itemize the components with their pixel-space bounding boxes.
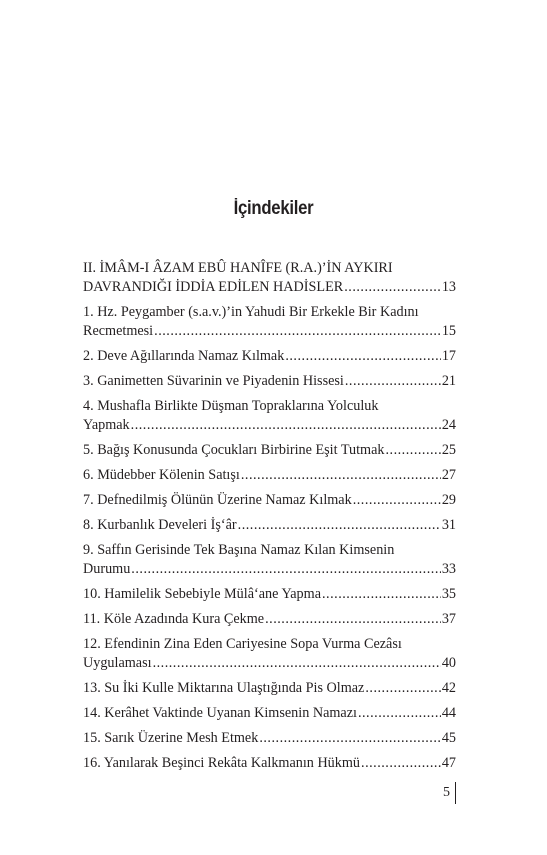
- toc-entry-line: [83, 704, 456, 723]
- toc-entry-page-number: 29: [441, 492, 456, 508]
- dot-leader: [265, 610, 441, 629]
- page-title: İçindekiler: [233, 198, 314, 219]
- page-number-divider: [455, 782, 456, 804]
- dot-leader: [385, 441, 440, 460]
- toc-entry-page-number: 13: [441, 279, 456, 295]
- toc-entry: [83, 397, 456, 435]
- dot-leader: [344, 278, 441, 297]
- toc-entry-page-number: 40: [441, 655, 456, 671]
- toc-entry-title: 13. Su İki Kulle Miktarına Ulaştığında Pis Olmaz: [83, 680, 365, 696]
- toc-entry-page-number: 35: [441, 586, 456, 602]
- dot-leader: [241, 466, 441, 485]
- dot-leader: [353, 491, 441, 510]
- toc-entry-title: 5. Bağış Konusunda Çocukları Birbirine Eşit Tutmak: [83, 442, 385, 458]
- dot-leader: [131, 560, 441, 579]
- toc-entry-page-number: 17: [441, 348, 456, 364]
- toc-entry-line: [83, 541, 456, 560]
- toc-entry-line: [83, 585, 456, 604]
- toc-entry-page-number: 47: [441, 755, 456, 771]
- dot-leader: [153, 654, 441, 673]
- toc-entry-line: [83, 259, 456, 278]
- dot-leader: [365, 679, 440, 698]
- toc-entry-title: Yapmak: [83, 417, 130, 433]
- toc-entry-page-number: 31: [441, 517, 456, 533]
- toc-entry-line: [83, 372, 456, 391]
- toc-entry-line: [83, 729, 456, 748]
- toc-entry-line: [83, 610, 456, 629]
- toc-entry-title: 1. Hz. Peygamber (s.a.v.)’in Yahudi Bir Erkekle Bir Kadını: [83, 304, 419, 320]
- toc-entry: [83, 541, 456, 579]
- toc-entry-title: 16. Yanılarak Beşinci Rekâta Kalkmanın Hükmü: [83, 755, 361, 771]
- toc-entry-line: [83, 516, 456, 535]
- toc-entry: [83, 754, 456, 773]
- dot-leader: [154, 322, 441, 341]
- toc-entry: [83, 491, 456, 510]
- toc-entry-line: [83, 303, 456, 322]
- toc-entry: [83, 516, 456, 535]
- toc-entry: [83, 466, 456, 485]
- dot-leader: [285, 347, 440, 366]
- page-number: 5: [443, 785, 450, 800]
- toc-entry: [83, 679, 456, 698]
- toc-entry: [83, 635, 456, 673]
- toc-entry-title: Recmetmesi: [83, 323, 154, 339]
- toc-entry-line: [83, 491, 456, 510]
- toc-entry-title: 14. Kerâhet Vaktinde Uyanan Kimsenin Namazı: [83, 705, 357, 721]
- toc-entry: [83, 610, 456, 629]
- toc-entry: [83, 372, 456, 391]
- dot-leader: [345, 372, 441, 391]
- toc-entry-page-number: 44: [441, 705, 456, 721]
- toc-entry-title: Durumu: [83, 561, 131, 577]
- toc-entry-page-number: 37: [441, 611, 456, 627]
- toc-entry-page-number: 45: [441, 730, 456, 746]
- dot-leader: [322, 585, 441, 604]
- toc-entry-title: 11. Köle Azadında Kura Çekme: [83, 611, 265, 627]
- toc-entry-page-number: 33: [441, 561, 456, 577]
- toc-entry-title: 3. Ganimetten Süvarinin ve Piyadenin Hissesi: [83, 373, 344, 389]
- toc-entry: [83, 303, 456, 341]
- toc-entry: [83, 585, 456, 604]
- toc-entry-title: 4. Mushafla Birlikte Düşman Topraklarına Yolculuk: [83, 398, 379, 414]
- dot-leader: [361, 754, 441, 773]
- toc-entry-page-number: 27: [441, 467, 456, 483]
- toc-entry-title: 2. Deve Ağıllarında Namaz Kılmak: [83, 348, 285, 364]
- toc-entry-title: 6. Müdebber Kölenin Satışı: [83, 467, 240, 483]
- toc-entry: [83, 441, 456, 460]
- toc-entry-title: 9. Saffın Gerisinde Tek Başına Namaz Kılan Kimsenin: [83, 542, 395, 558]
- toc-entry-line: [83, 654, 456, 673]
- toc-entry-line: [83, 278, 456, 297]
- toc-entry-line: [83, 560, 456, 579]
- toc-entry-title: DAVRANDIĞI İDDİA EDİLEN HADİSLER: [83, 279, 344, 295]
- toc-entry-line: [83, 466, 456, 485]
- dot-leader: [238, 516, 441, 535]
- toc-entry-title: II. İMÂM-I ÂZAM EBÛ HANÎFE (R.A.)’İN AYKIRI: [83, 260, 393, 276]
- toc-entry-title: 7. Defnedilmiş Ölünün Üzerine Namaz Kılmak: [83, 492, 352, 508]
- dot-leader: [358, 704, 441, 723]
- toc-entry-line: [83, 679, 456, 698]
- toc-entry-page-number: 25: [441, 442, 456, 458]
- toc-entry-page-number: 42: [441, 680, 456, 696]
- toc-entry-line: [83, 754, 456, 773]
- toc-entry-page-number: 24: [441, 417, 456, 433]
- toc-entry-line: [83, 441, 456, 460]
- dot-leader: [131, 416, 441, 435]
- toc-entry-line: [83, 397, 456, 416]
- toc-entry-title: 10. Hamilelik Sebebiyle Mülâ‘ane Yapma: [83, 586, 321, 602]
- toc-entry-title: Uygulaması: [83, 655, 152, 671]
- toc-entry: [83, 347, 456, 366]
- toc-entry-title: 8. Kurbanlık Develeri İş‘âr: [83, 517, 237, 533]
- toc-entry-page-number: 15: [441, 323, 456, 339]
- toc-entry: [83, 704, 456, 723]
- toc-entry-line: [83, 635, 456, 654]
- toc-entry-line: [83, 347, 456, 366]
- toc-entry: [83, 259, 456, 297]
- toc-entry-page-number: 21: [441, 373, 456, 389]
- toc-entry-line: [83, 322, 456, 341]
- dot-leader: [259, 729, 440, 748]
- toc-entry: [83, 729, 456, 748]
- toc-entry-title: 15. Sarık Üzerine Mesh Etmek: [83, 730, 259, 746]
- table-of-contents: [83, 259, 456, 779]
- toc-entry-title: 12. Efendinin Zina Eden Cariyesine Sopa Vurma Cezâsı: [83, 636, 402, 652]
- toc-entry-line: [83, 416, 456, 435]
